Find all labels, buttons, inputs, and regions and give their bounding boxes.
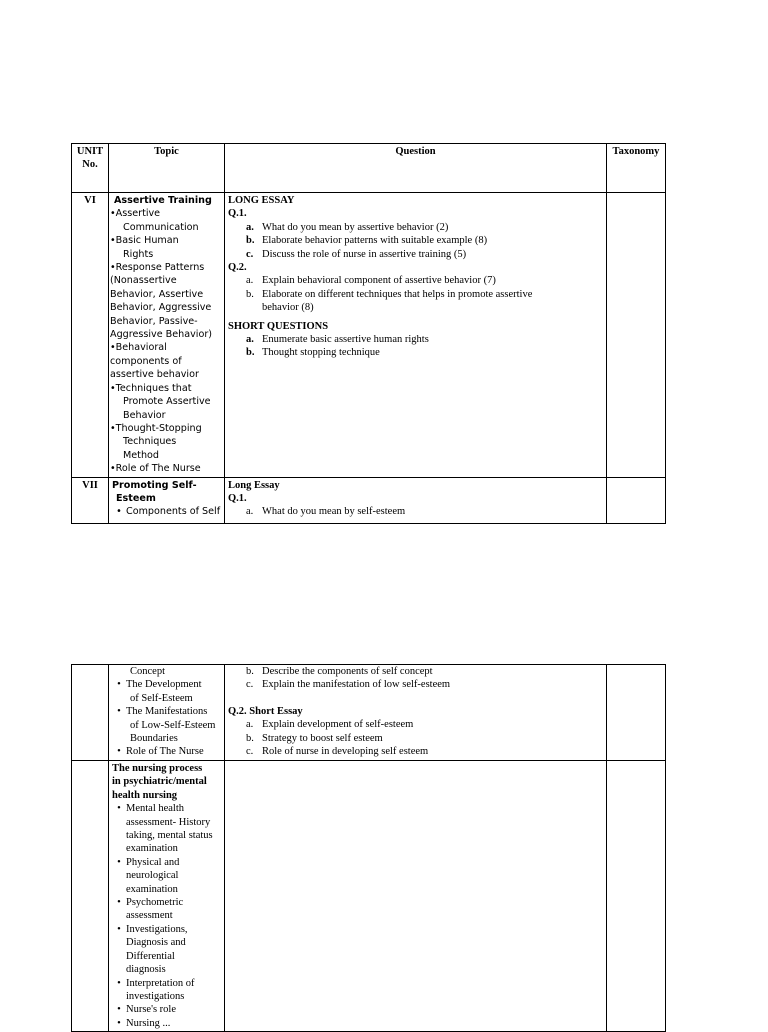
unit-cell: VII [72, 477, 109, 523]
topic-item-cont: Behavior, Passive- [110, 315, 198, 327]
taxonomy-cell [607, 761, 666, 1032]
topic-item: •Thought-Stopping [110, 422, 202, 434]
topic-item: • Nurse's role [117, 1004, 177, 1016]
topic-item: •Techniques that [110, 382, 192, 394]
topic-item: •Behavioral [110, 342, 167, 354]
topic-item-cont: Differential [126, 950, 175, 962]
topic-item: • Nursing ... [117, 1017, 171, 1029]
table-header-row [72, 144, 666, 193]
topic-item: •Basic Human [110, 235, 179, 247]
question-item: c. Role of nurse in developing self esteem [246, 746, 429, 758]
topic-item-cont: examination [126, 843, 178, 855]
topic-title: in psychiatric/mental [112, 776, 207, 788]
topic-cell [109, 193, 225, 478]
topic-item-cont: investigations [126, 990, 185, 1002]
question-item: a. Explain development of self-esteem [246, 719, 414, 731]
topic-item: • Components of Self [116, 506, 221, 518]
topic-item-cont: components of [110, 355, 182, 367]
question-number: Q.2. Short Essay [228, 705, 303, 717]
topic-item-cont: Concept [130, 666, 165, 677]
taxonomy-cell [607, 193, 666, 478]
table-row-unit-vii [72, 477, 666, 523]
topic-item-cont: examination [126, 883, 178, 895]
topic-item-cont: of Low-Self-Esteem [130, 719, 216, 731]
question-item: b. Elaborate behavior patterns with suitable example (8) [246, 235, 488, 247]
table-row-continued [72, 665, 666, 761]
topic-item-cont: Communication [123, 221, 199, 233]
topic-item: • Interpretation of [117, 977, 195, 989]
topic-item-cont: (Nonassertive [110, 275, 177, 287]
table-row-unit-vi [72, 193, 666, 478]
unit-cell [72, 761, 109, 1032]
topic-item: • The Manifestations [117, 706, 208, 718]
question-cell [225, 477, 607, 523]
topic-item-cont: Rights [123, 248, 154, 260]
question-item: b. Strategy to boost self esteem [246, 732, 383, 744]
question-item: b. Describe the components of self concept [246, 666, 433, 677]
topic-item-cont: Diagnosis and [126, 937, 186, 949]
question-item: b. Elaborate on different techniques that helps in promote assertive [246, 288, 533, 300]
topic-item-cont: Aggressive Behavior) [110, 329, 213, 341]
topic-item-cont: Behavior, Assertive [110, 288, 204, 300]
unit-cell [72, 665, 109, 761]
header-topic: Topic [109, 144, 225, 193]
topic-item-cont: Boundaries [130, 733, 178, 745]
header-unit: UNIT No. [72, 144, 109, 193]
question-table-1 [71, 143, 666, 524]
topic-item-cont: assertive behavior [110, 369, 199, 381]
topic-item: • The Development [117, 679, 202, 691]
topic-item-cont: Techniques [123, 436, 177, 448]
question-number: Q.2. [228, 262, 247, 274]
table-row-nursing-process [72, 761, 666, 1032]
question-item: b. Thought stopping technique [246, 347, 380, 359]
topic-title: Promoting Self- [112, 479, 197, 491]
question-item: c. Explain the manifestation of low self-esteem [246, 679, 451, 691]
topic-item-cont: Behavior [123, 409, 166, 421]
topic-cell [109, 477, 225, 523]
topic-item-cont: taking, mental status [126, 830, 213, 842]
topic-item-cont: assessment [126, 910, 173, 922]
question-cell [225, 193, 607, 478]
topic-item-cont: Method [123, 449, 159, 461]
section-label: LONG ESSAY [228, 195, 295, 206]
topic-cell [109, 761, 225, 1032]
header-question: Question [225, 144, 607, 193]
topic-item: • Psychometric [117, 897, 184, 909]
topic-item-cont: Promote Assertive [123, 396, 211, 408]
topic-item-cont: Behavior, Aggressive [110, 302, 212, 314]
topic-item-cont: assessment- History [126, 816, 211, 828]
section-label: SHORT QUESTIONS [228, 320, 329, 332]
question-table-2 [71, 664, 666, 1032]
topic-item-cont: diagnosis [126, 964, 166, 976]
question-item: a. Explain behavioral component of assertive behavior (7) [246, 275, 496, 287]
question-number: Q.1. [228, 492, 247, 504]
question-item-cont: behavior (8) [262, 302, 314, 314]
taxonomy-cell [607, 477, 666, 523]
topic-item: • Physical and [117, 856, 180, 868]
unit-cell: VI [72, 193, 109, 478]
section-label: Long Essay [228, 479, 280, 491]
topic-title: health nursing [112, 789, 178, 801]
question-cell [225, 761, 607, 1032]
question-item: a. What do you mean by assertive behavior (2) [246, 221, 449, 233]
topic-item: • Investigations, [117, 923, 188, 935]
question-item: a. What do you mean by self-esteem [246, 506, 406, 518]
topic-title: The nursing process [112, 763, 203, 774]
topic-item: •Response Patterns [110, 262, 205, 274]
question-cell [225, 665, 607, 761]
topic-title: Esteem [116, 492, 156, 504]
question-number: Q.1. [228, 208, 247, 220]
topic-item: • Role of The Nurse [117, 746, 204, 758]
question-item: a. Enumerate basic assertive human rights [246, 334, 429, 346]
taxonomy-cell [607, 665, 666, 761]
topic-item: •Role of The Nurse [110, 463, 201, 475]
topic-item: •Assertive [110, 208, 161, 220]
question-item: c. Discuss the role of nurse in assertive training (5) [246, 248, 467, 260]
topic-item-cont: of Self-Esteem [130, 692, 193, 704]
topic-item-cont: neurological [126, 870, 179, 882]
topic-cell [109, 665, 225, 761]
topic-title: Assertive Training [114, 195, 212, 206]
header-taxonomy: Taxonomy [607, 144, 666, 193]
topic-item: • Mental health [117, 803, 185, 815]
